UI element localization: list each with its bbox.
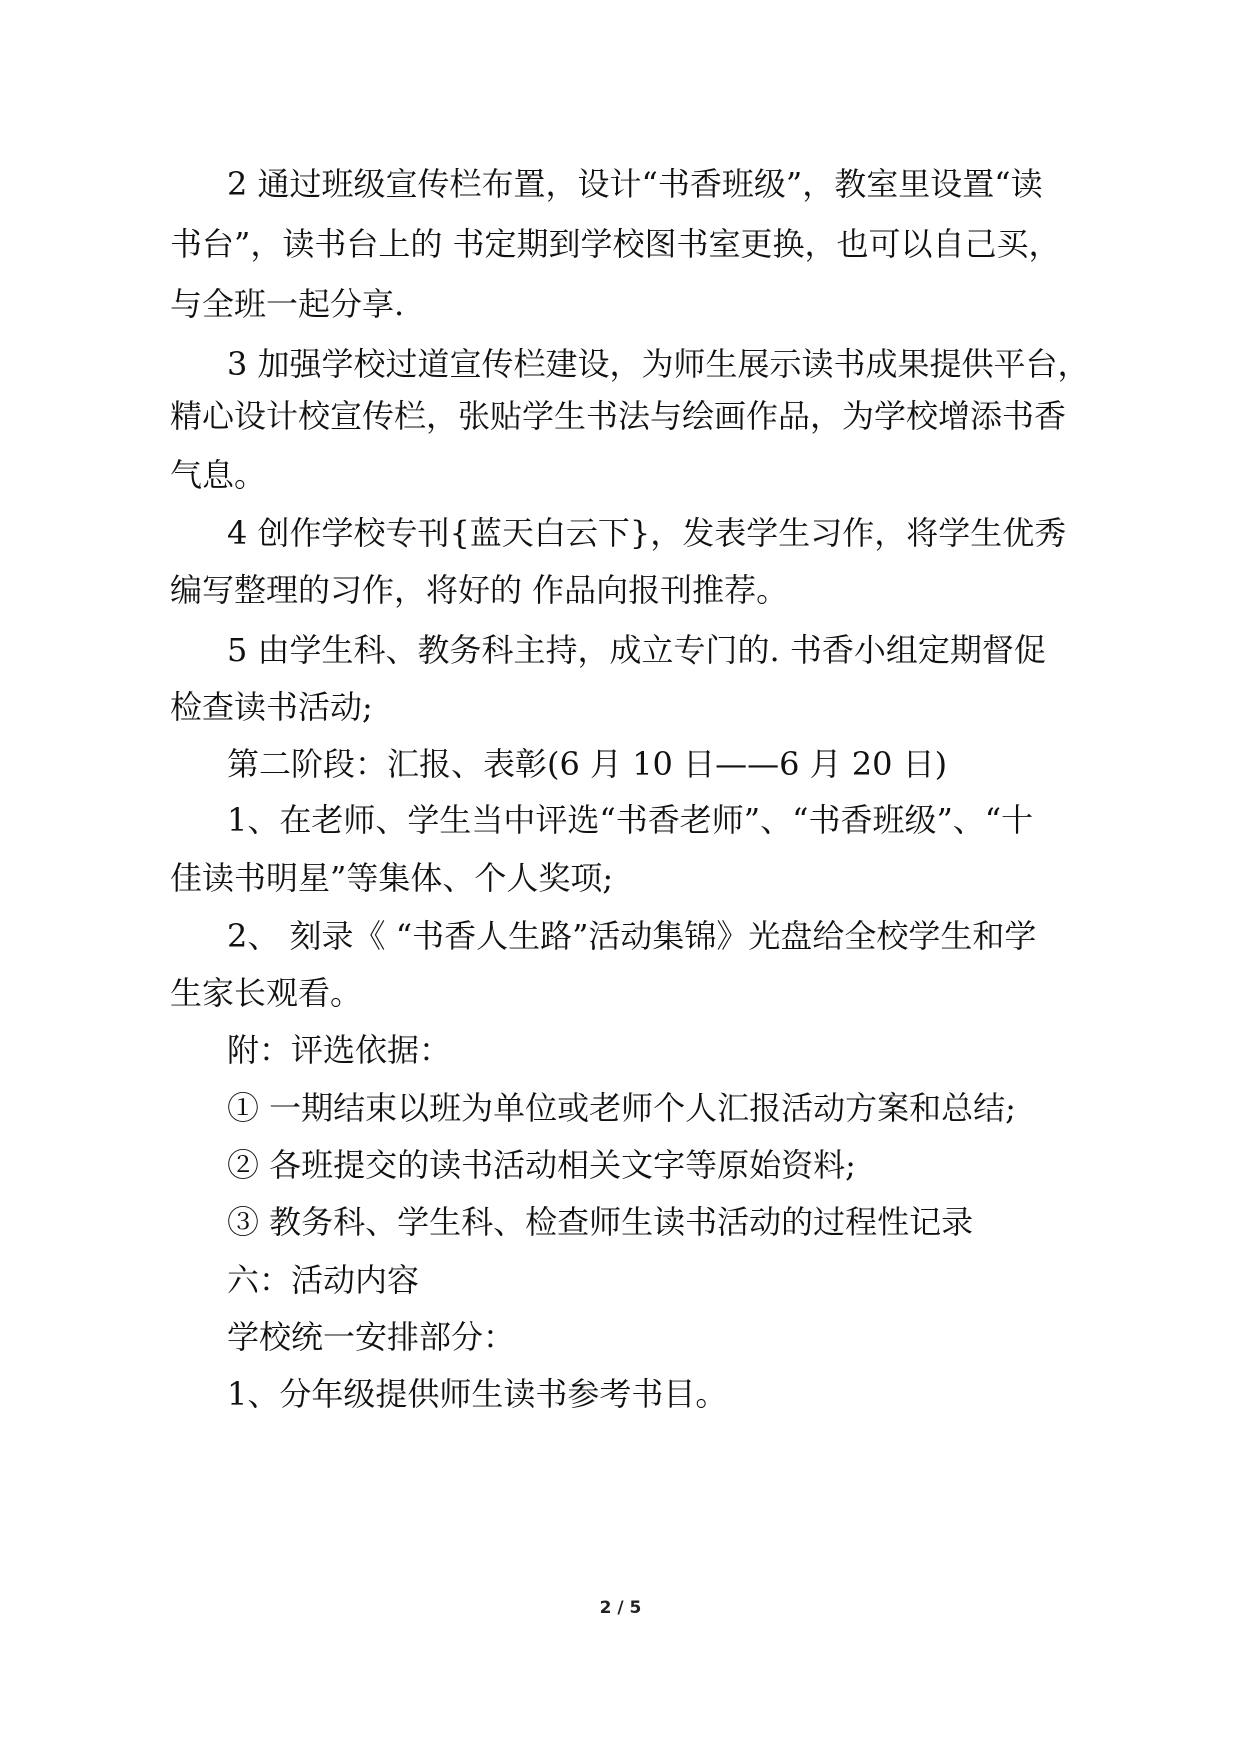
text-line: 3 加强学校过道宣传栏建设，为师生展示读书成果提供平台， — [227, 345, 1090, 383]
text-line: 1、在老师、学生当中评选“书香老师”、“书香班级”、“十 — [227, 801, 1034, 839]
text-line: 第二阶段：汇报、表彰(6 月 10 日——6 月 20 日) — [227, 745, 948, 783]
text-line: 精心设计校宣传栏，张贴学生书法与绘画作品，为学校增添书香 — [170, 397, 1067, 435]
text-line: 学校统一安排部分： — [227, 1318, 516, 1356]
text-line: ① 一期结束以班为单位或老师个人汇报活动方案和总结; — [227, 1089, 1016, 1127]
text-line: 编写整理的习作，将好的 作品向报刊推荐。 — [170, 571, 789, 609]
text-line: 书台”，读书台上的 书定期到学校图书室更换，也可以自己买， — [170, 225, 1061, 263]
text-line: 检查读书活动; — [170, 688, 373, 726]
text-line: 佳读书明星”等集体、个人奖项; — [170, 859, 614, 897]
text-line: 六：活动内容 — [227, 1261, 420, 1299]
text-line: ③ 教务科、学生科、检查师生读书活动的过程性记录 — [227, 1203, 974, 1241]
text-line: 4 创作学校专刊{蓝天白云下}，发表学生习作，将学生优秀 — [227, 514, 1067, 552]
text-line: 2、 刻录《 “书香人生路”活动集锦》光盘给全校学生和学 — [227, 917, 1037, 955]
text-line: 附：评选依据： — [227, 1031, 452, 1069]
text-line: 气息。 — [170, 456, 267, 494]
text-line: 与全班一起分享. — [170, 285, 405, 323]
text-line: ② 各班提交的读书活动相关文字等原始资料; — [227, 1146, 856, 1184]
text-line: 2 通过班级宣传栏布置，设计“书香班级”，教室里设置“读 — [227, 165, 1043, 203]
page-number: 2 / 5 — [599, 1598, 642, 1618]
text-line: 5 由学生科、教务科主持，成立专门的. 书香小组定期督促 — [227, 631, 1046, 669]
text-line: 1、分年级提供师生读书参考书目。 — [227, 1375, 728, 1413]
text-line: 生家长观看。 — [170, 974, 363, 1012]
